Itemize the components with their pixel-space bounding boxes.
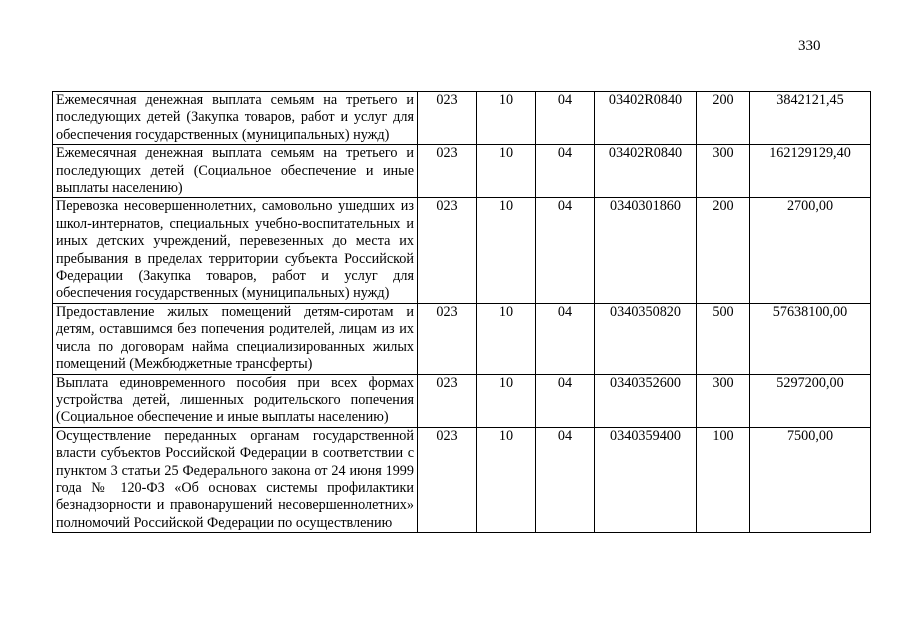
subsection-code: 04	[536, 92, 595, 145]
ministry-code: 023	[418, 198, 477, 303]
subsection-code: 04	[536, 198, 595, 303]
subsection-code: 04	[536, 374, 595, 427]
ministry-code: 023	[418, 427, 477, 532]
target-article-code: 0340301860	[595, 198, 697, 303]
ministry-code: 023	[418, 374, 477, 427]
amount: 162129129,40	[750, 145, 871, 198]
table-row	[53, 145, 871, 198]
target-article-code: 03402R0840	[595, 145, 697, 198]
expense-type-code: 100	[697, 427, 750, 532]
target-article-code: 0340359400	[595, 427, 697, 532]
ministry-code: 023	[418, 145, 477, 198]
row-description: Выплата единовременного пособия при всех формах устройства детей, лишенных родительского попечения (Социальное обеспечение и иные выплаты населению)	[53, 374, 418, 427]
section-code: 10	[477, 374, 536, 427]
row-description: Осуществление переданных органам государственной власти субъектов Российской Федерации в соответствии с пунктом 3 статьи 25 Федерального закона от 24 июня 1999 года № 120-ФЗ «Об основах системы профилактики безнадзорности и правонарушений несовершеннолетних» полномочий Российской Федерации по осуществлению	[53, 427, 418, 532]
row-description: Ежемесячная денежная выплата семьям на третьего и последующих детей (Социальное обеспечение и иные выплаты населению)	[53, 145, 418, 198]
section-code: 10	[477, 303, 536, 374]
amount: 7500,00	[750, 427, 871, 532]
table-row	[53, 92, 871, 145]
section-code: 10	[477, 145, 536, 198]
row-description: Перевозка несовершеннолетних, самовольно ушедших из школ-интернатов, специальных учебно-воспитательных и иных детских учреждений, перевезенных до места их пребывания в пределах территории субъекта Российской Федерации (Закупка товаров, работ и услуг для обеспечения государственных (муниципальных) нужд)	[53, 198, 418, 303]
row-description: Ежемесячная денежная выплата семьям на третьего и последующих детей (Закупка товаров, работ и услуг для обеспечения государственных (муниципальных) нужд)	[53, 92, 418, 145]
page-number: 330	[798, 38, 821, 54]
table-row	[53, 198, 871, 303]
section-code: 10	[477, 427, 536, 532]
target-article-code: 0340352600	[595, 374, 697, 427]
subsection-code: 04	[536, 145, 595, 198]
budget-table	[52, 91, 871, 533]
target-article-code: 03402R0840	[595, 92, 697, 145]
expense-type-code: 500	[697, 303, 750, 374]
table-row	[53, 427, 871, 532]
section-code: 10	[477, 92, 536, 145]
expense-type-code: 300	[697, 374, 750, 427]
amount: 2700,00	[750, 198, 871, 303]
expense-type-code: 300	[697, 145, 750, 198]
amount: 5297200,00	[750, 374, 871, 427]
expense-type-code: 200	[697, 92, 750, 145]
ministry-code: 023	[418, 92, 477, 145]
amount: 57638100,00	[750, 303, 871, 374]
table-row	[53, 303, 871, 374]
row-description: Предоставление жилых помещений детям-сиротам и детям, оставшимся без попечения родителей, лицам из их числа по договорам найма специализированных жилых помещений (Межбюджетные трансферты)	[53, 303, 418, 374]
table-row	[53, 374, 871, 427]
amount: 3842121,45	[750, 92, 871, 145]
section-code: 10	[477, 198, 536, 303]
subsection-code: 04	[536, 427, 595, 532]
ministry-code: 023	[418, 303, 477, 374]
target-article-code: 0340350820	[595, 303, 697, 374]
subsection-code: 04	[536, 303, 595, 374]
expense-type-code: 200	[697, 198, 750, 303]
